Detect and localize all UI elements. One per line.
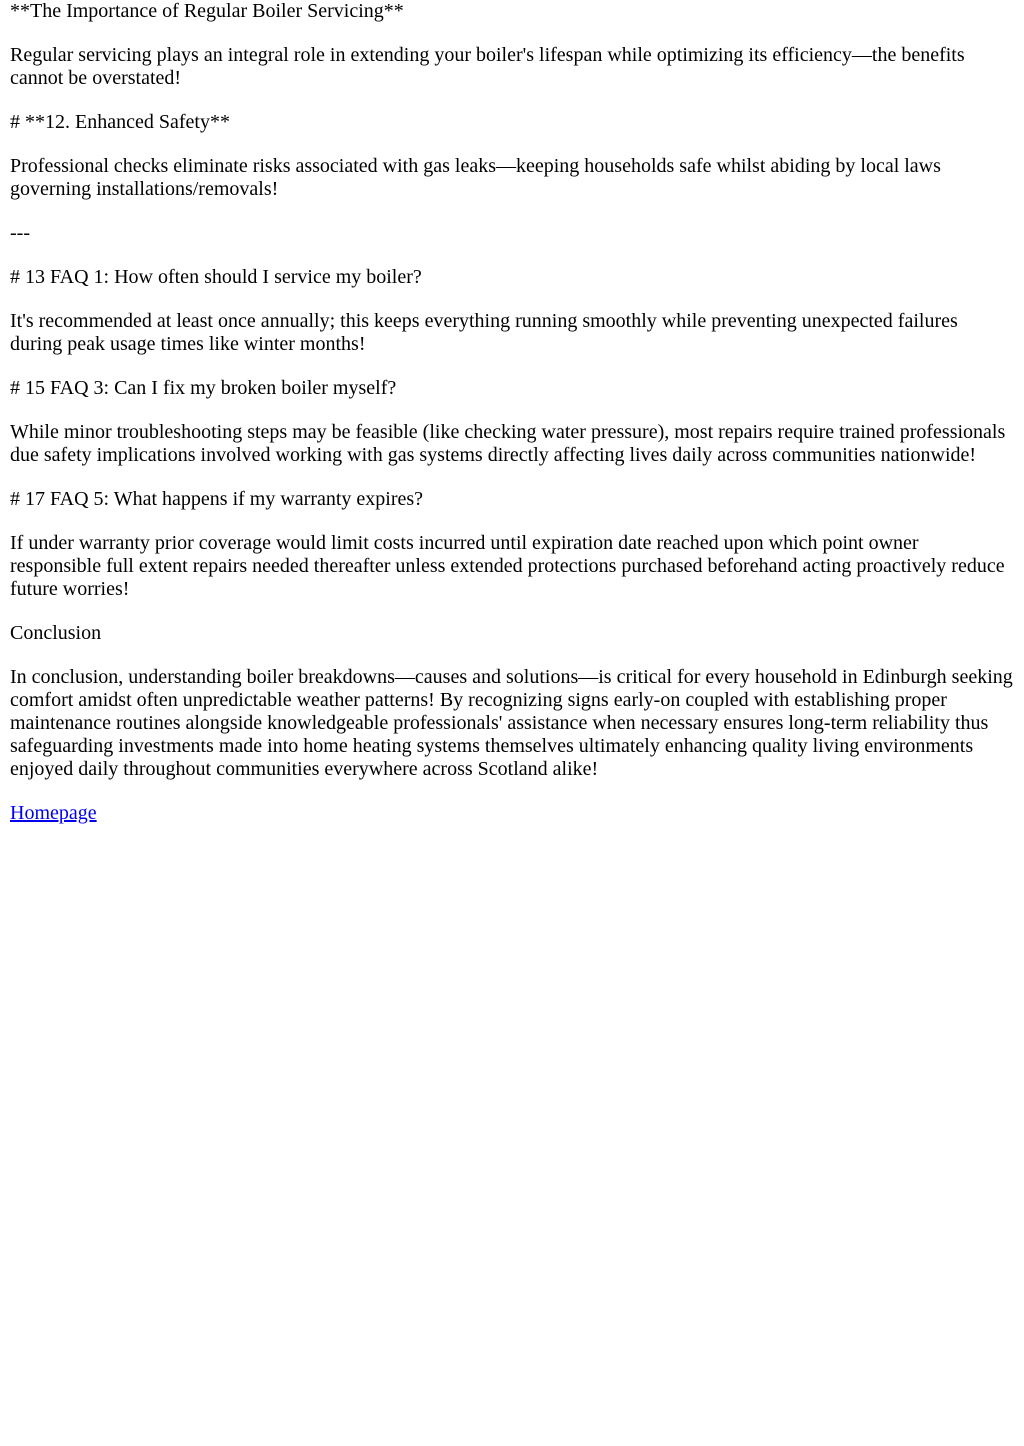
faq-heading-5: # 17 FAQ 5: What happens if my warranty expires? (10, 488, 424, 510)
article-body (10, 0, 1014, 825)
divider-text: --- (10, 222, 30, 244)
section-heading-safety: # **12. Enhanced Safety** (10, 111, 230, 133)
faq-answer-5: If under warranty prior coverage would limit costs incurred until expiration date reached upon which point owner responsible full extent repairs needed thereafter unless extended protections purchased beforehand acting proactively reduce future worries! (10, 532, 1005, 600)
faq-answer-3: While minor troubleshooting steps may be feasible (like checking water pressure), most repairs require trained professionals due safety implications involved working with gas systems directly affecting lives daily across communities nationwide! (10, 421, 1006, 466)
faq-answer-1: It's recommended at least once annually; this keeps everything running smoothly while preventing unexpected failures during peak usage times like winter months! (10, 310, 958, 355)
paragraph-safety: Professional checks eliminate risks associated with gas leaks—keeping households safe whilst abiding by local laws governing installations/removals! (10, 155, 941, 200)
homepage-link[interactable]: Homepage (10, 802, 97, 824)
faq-heading-1: # 13 FAQ 1: How often should I service my boiler? (10, 266, 422, 288)
section-heading-servicing: **The Importance of Regular Boiler Servicing** (10, 0, 404, 22)
conclusion-heading: Conclusion (10, 622, 102, 644)
conclusion-paragraph: In conclusion, understanding boiler breakdowns—causes and solutions—is critical for every household in Edinburgh seeking comfort amidst often unpredictable weather patterns! By recognizing signs early-on coupled with establishing proper maintenance routines alongside knowledgeable professionals' assistance when necessary ensures long-term reliability thus safeguarding investments made into home heating systems themselves ultimately enhancing quality living environments enjoyed daily throughout communities everywhere across Scotland alike! (10, 666, 1013, 780)
faq-heading-3: # 15 FAQ 3: Can I fix my broken boiler myself? (10, 377, 397, 399)
paragraph-servicing: Regular servicing plays an integral role in extending your boiler's lifespan while optimizing its efficiency—the benefits cannot be overstated! (10, 44, 965, 89)
homepage-link-wrapper (10, 802, 1014, 825)
